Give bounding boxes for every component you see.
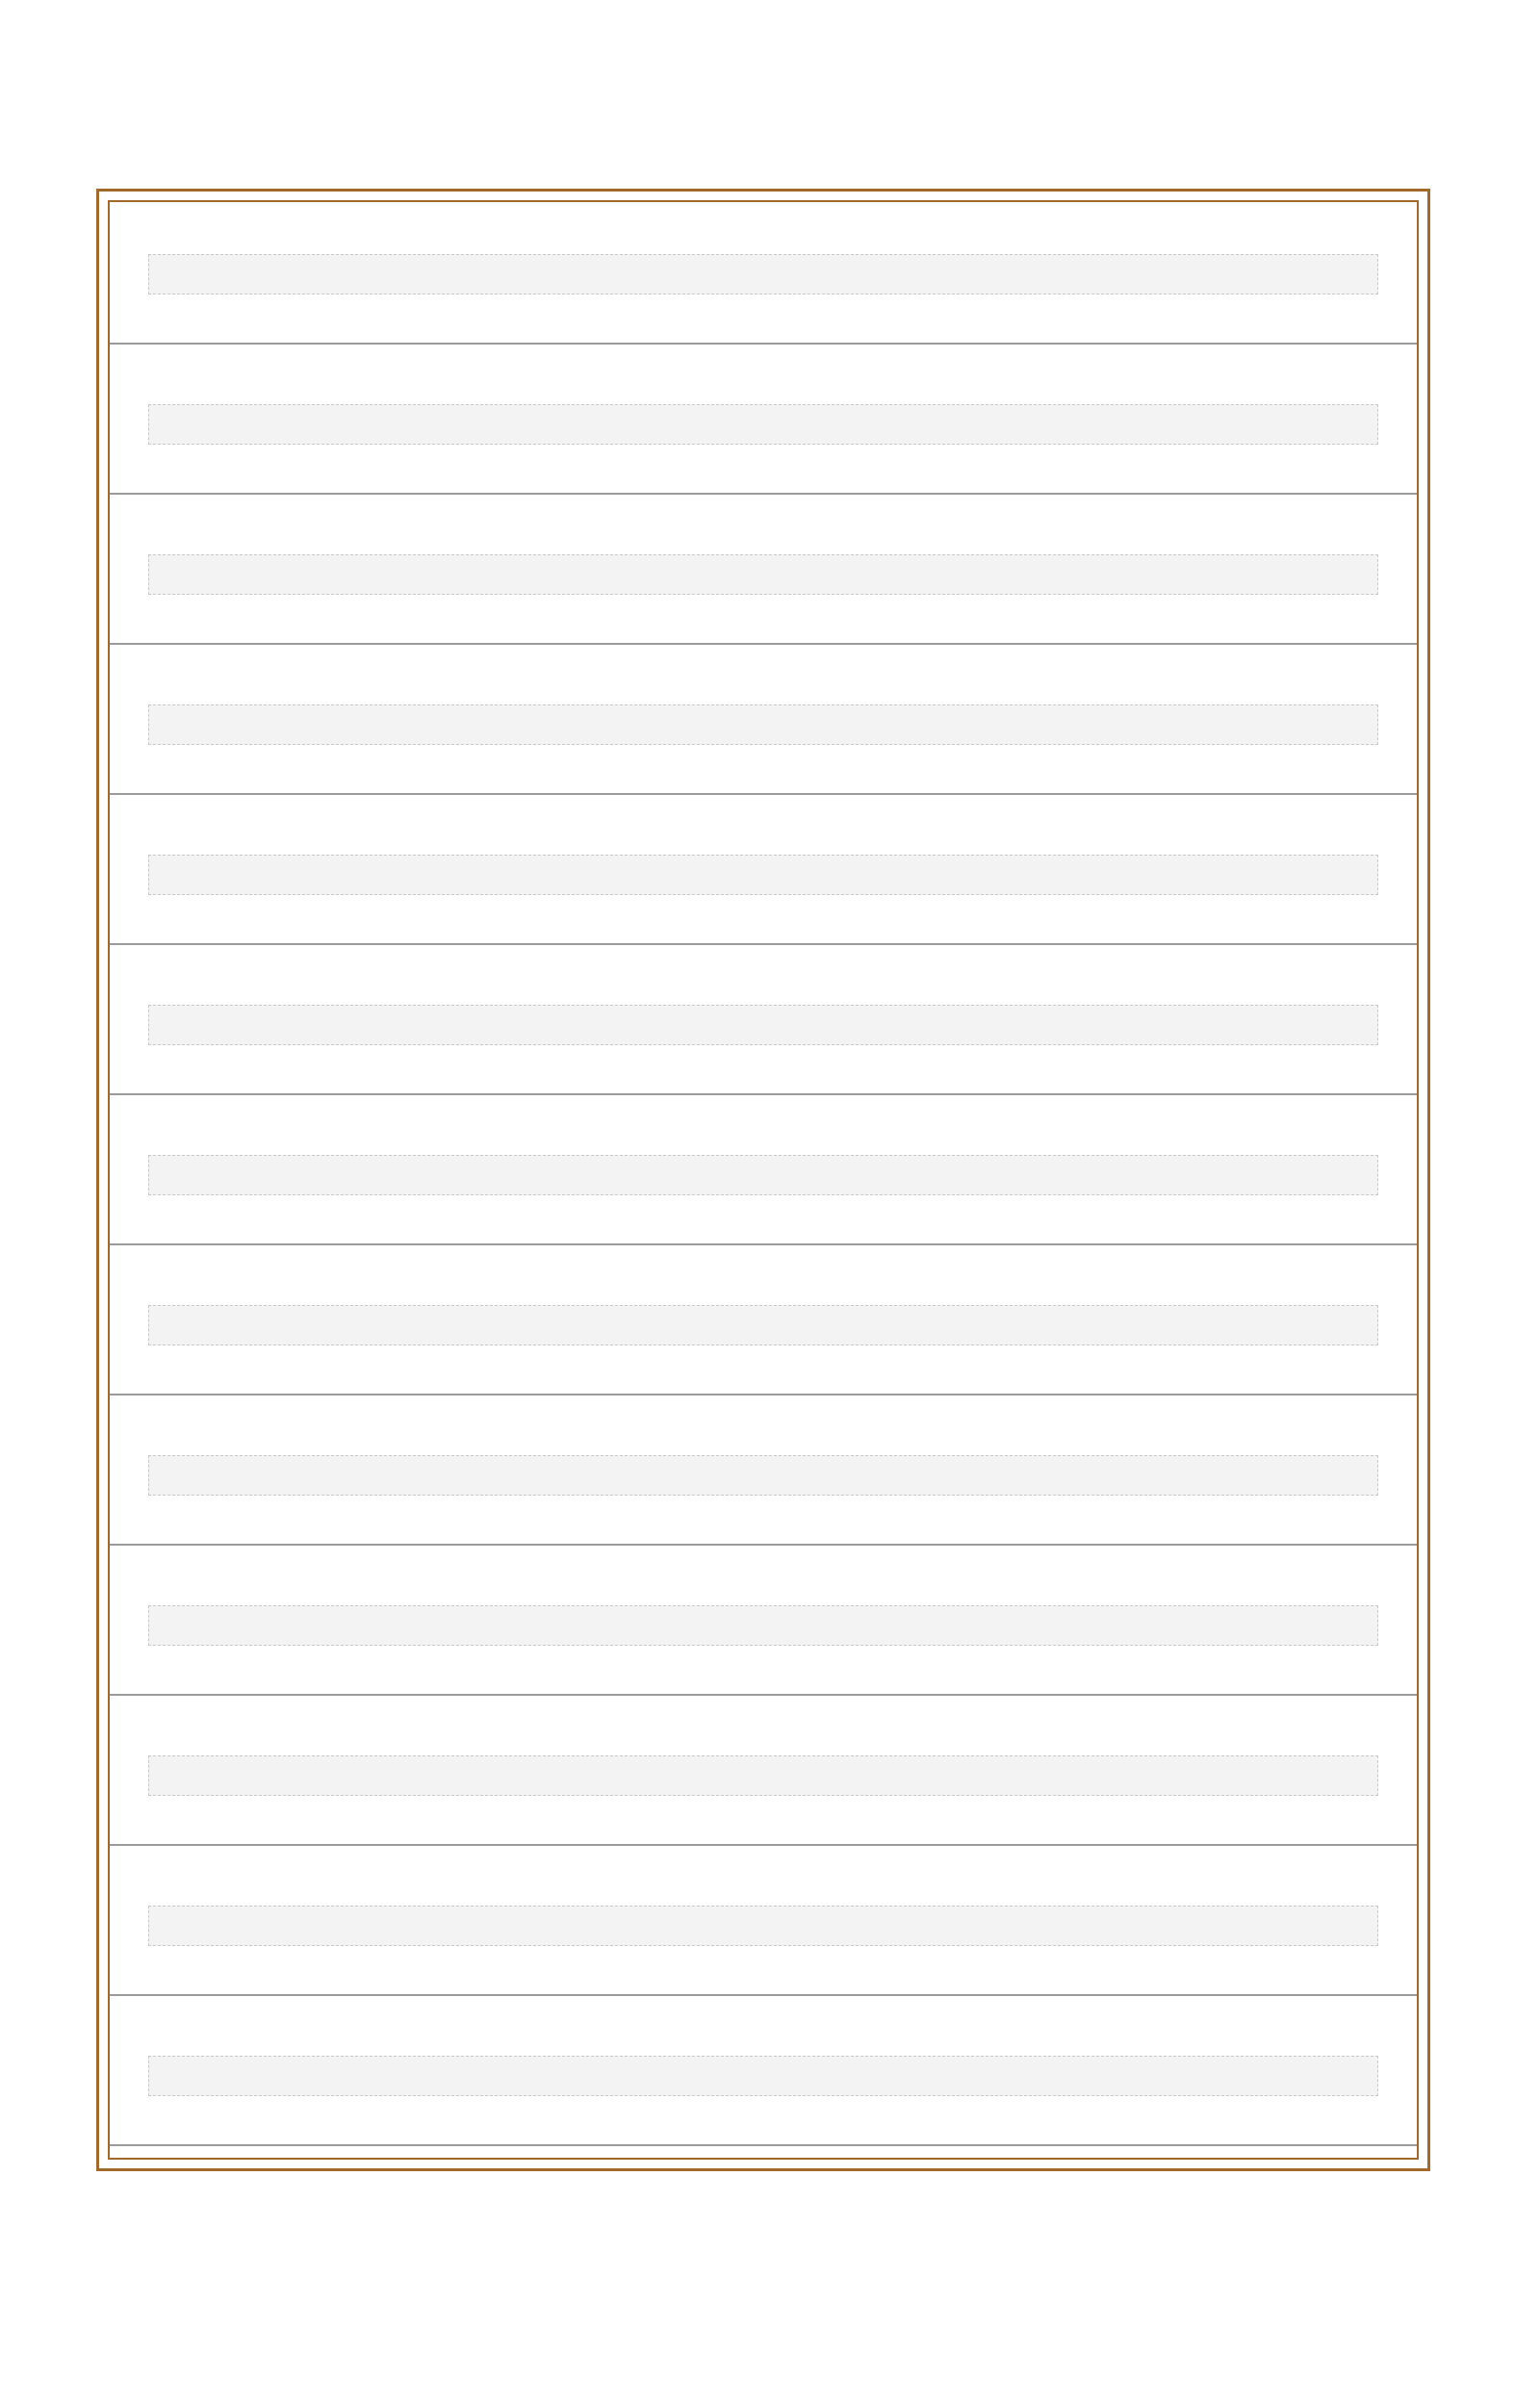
verse-row xyxy=(110,502,1417,645)
verse-text-placeholder xyxy=(148,704,1378,745)
verse-row xyxy=(110,202,1417,345)
verse-text-placeholder xyxy=(148,554,1378,595)
verse-row xyxy=(110,1703,1417,1846)
verse-row xyxy=(110,1553,1417,1696)
verse-row xyxy=(110,2004,1417,2146)
verse-text-placeholder xyxy=(148,1605,1378,1646)
verse-text-placeholder xyxy=(148,855,1378,895)
verse-rows xyxy=(110,202,1417,2158)
verse-row xyxy=(110,352,1417,495)
verse-row xyxy=(110,953,1417,1095)
verse-text-placeholder xyxy=(148,1005,1378,1045)
verse-text-placeholder xyxy=(148,1755,1378,1796)
verse-text-placeholder xyxy=(148,404,1378,445)
verse-text-placeholder xyxy=(148,1906,1378,1946)
verse-row xyxy=(110,1403,1417,1546)
verse-text-placeholder xyxy=(148,2056,1378,2096)
verse-text-placeholder xyxy=(148,1305,1378,1345)
verse-row xyxy=(110,1253,1417,1395)
verse-text-placeholder xyxy=(148,1155,1378,1195)
verse-row xyxy=(110,1854,1417,1996)
verse-row xyxy=(110,1103,1417,1245)
verse-text-placeholder xyxy=(148,254,1378,294)
manzil-marker xyxy=(1430,1097,1469,1251)
verse-row xyxy=(110,653,1417,795)
verse-text-placeholder xyxy=(148,1455,1378,1496)
verse-row xyxy=(110,803,1417,945)
